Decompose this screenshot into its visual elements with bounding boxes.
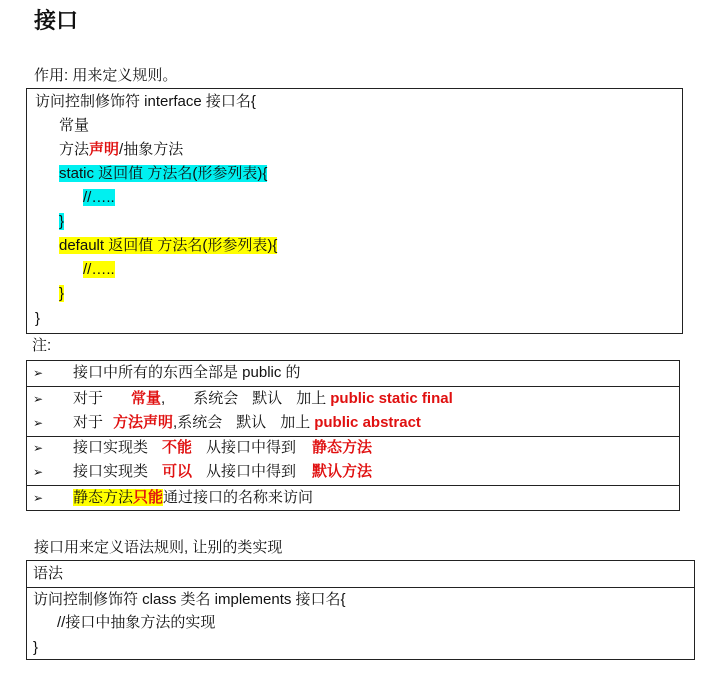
bullet-arrow-icon: ➢: [33, 465, 44, 479]
note-2-part: ,: [161, 390, 166, 407]
syntax-line-static-body: [83, 188, 115, 208]
page-title: 接口: [34, 9, 79, 34]
note-2-part: 对于: [73, 390, 104, 407]
syntax-line-methods: [59, 140, 183, 160]
impl-line-2: //接口中抽象方法的实现: [57, 614, 216, 631]
note-1-text: 接口中所有的东西全部是 public 的: [73, 364, 301, 381]
note-4-part: 从接口中得到: [206, 439, 297, 456]
note-row-5: [33, 462, 372, 482]
note-5-part: 从接口中得到: [206, 463, 297, 480]
syntax-line-static-close: [59, 212, 64, 232]
note-row-1: [33, 363, 301, 383]
note-row-2: [33, 389, 453, 409]
note-5-part: 接口实现类: [73, 463, 149, 480]
note-2-modifiers: public static final: [330, 390, 453, 407]
note-6-part: 通过接口的名称来访问: [163, 489, 314, 506]
syntax-line-1: 访问控制修饰符 interface 接口名{: [35, 93, 256, 110]
note-row-3: [33, 413, 421, 433]
note-3-part: ,系统会: [173, 414, 223, 431]
syntax-method-suffix: /抽象方法: [119, 141, 184, 158]
note-3-part: 加上: [280, 414, 311, 431]
impl-line-1: 访问控制修饰符 class 类名 implements 接口名{: [33, 591, 346, 608]
bullet-arrow-icon: ➢: [33, 491, 44, 505]
static-method-signature: static 返回值 方法名(形参列表){: [59, 165, 268, 182]
bullet-arrow-icon: ➢: [33, 416, 44, 430]
note-2-part: 系统会: [193, 390, 239, 407]
implementation-table: [26, 560, 695, 660]
note-5-default-methods: 默认方法: [312, 463, 373, 480]
syntax-line-static: [59, 164, 267, 184]
syntax-line-constants: 常量: [59, 117, 90, 134]
default-method-signature: default 返回值 方法名(形参列表){: [59, 237, 278, 254]
note-3-part: 对于: [73, 414, 104, 431]
impl-intro-text: 接口用来定义语法规则, 让别的类实现: [34, 539, 283, 556]
impl-line-3: }: [33, 639, 39, 656]
impl-table-header: 语法: [33, 565, 64, 582]
note-4-cannot: 不能: [162, 439, 193, 456]
static-method-body: //…..: [83, 189, 115, 206]
note-6-static-methods: 静态方法: [73, 489, 134, 506]
static-method-close: }: [59, 213, 65, 230]
note-2-constants: 常量: [131, 390, 162, 407]
note-label: 注:: [32, 337, 52, 354]
syntax-line-close: }: [35, 310, 41, 327]
syntax-method-declaration: 声明: [89, 141, 120, 158]
syntax-line-default: [59, 236, 277, 256]
syntax-line-default-body: [83, 260, 115, 280]
interface-syntax-box: [26, 88, 683, 334]
note-3-method-declaration: 方法声明: [113, 414, 174, 431]
purpose-text: 作用: 用来定义规则。: [34, 67, 178, 84]
syntax-method-prefix: 方法: [59, 141, 90, 158]
note-3-modifiers: public abstract: [314, 414, 421, 431]
notes-table: [26, 360, 680, 511]
syntax-line-default-close: [59, 284, 64, 304]
default-method-body: //…..: [83, 261, 115, 278]
note-row-4: [33, 438, 372, 458]
bullet-arrow-icon: ➢: [33, 366, 44, 380]
default-method-close: }: [59, 285, 65, 302]
bullet-arrow-icon: ➢: [33, 441, 44, 455]
note-row-6: [33, 488, 313, 508]
note-4-static-methods: 静态方法: [312, 439, 373, 456]
note-2-part: 加上: [296, 390, 327, 407]
note-6-only: 只能: [133, 489, 164, 506]
note-2-part: 默认: [252, 390, 283, 407]
note-4-part: 接口实现类: [73, 439, 149, 456]
note-5-can: 可以: [162, 463, 193, 480]
bullet-arrow-icon: ➢: [33, 392, 44, 406]
note-3-part: 默认: [236, 414, 267, 431]
